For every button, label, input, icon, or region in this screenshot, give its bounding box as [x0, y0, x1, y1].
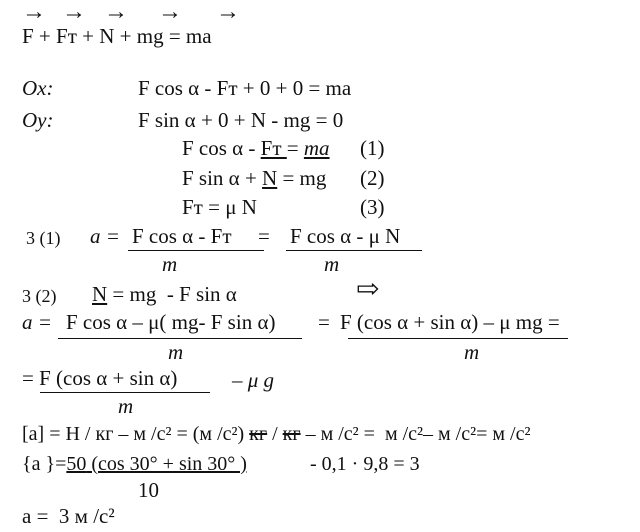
a-expr-equals: =	[318, 310, 330, 334]
system-equation-3: Fт = μ N	[182, 195, 257, 219]
numeric-denominator: 10	[138, 478, 159, 502]
system-number-2: (2)	[360, 166, 385, 190]
oy-label: Oy:	[22, 108, 54, 132]
units-check-line: [a] = Н / кг – м /с² = (м /с²) кг / кг – м /с² = м /с²– м /с²= м /с²	[22, 423, 531, 445]
a-expr-denominator-2: m	[464, 340, 480, 364]
final-expr-denominator: m	[118, 394, 134, 418]
from-1-numerator-1: F cos α - Fт	[132, 224, 232, 248]
oy-equation: F sin α + 0 + N - mg = 0	[138, 108, 344, 132]
from-1-fraction-bar-1	[128, 250, 264, 251]
final-expr-numerator: = F (cos α + sin α)	[22, 366, 178, 390]
vector-arrow-mg: →	[158, 0, 182, 25]
vector-arrow-N: →	[104, 0, 128, 25]
a-expr-fraction-bar-2	[348, 338, 568, 339]
numeric-calculation: {a }=50 (cos 30° + sin 30° )	[22, 453, 247, 475]
implies-arrow-icon: ⇨	[356, 274, 380, 305]
a-expr-lhs: a =	[22, 310, 52, 334]
a-expr-numerator-1: F cos α – μ( mg- F sin α)	[66, 310, 276, 334]
ox-label: Ox:	[22, 76, 54, 100]
from-2-equation: N = mg - F sin α	[92, 282, 237, 306]
numeric-tail: - 0,1 · 9,8 = 3	[310, 453, 420, 475]
from-1-a-equals: a =	[90, 224, 120, 248]
system-number-1: (1)	[360, 136, 385, 160]
from-1-denominator-2: m	[324, 252, 340, 276]
vector-arrow-F: →	[22, 0, 46, 25]
system-number-3: (3)	[360, 195, 385, 219]
system-equation-2: F sin α + N = mg	[182, 166, 327, 190]
from-1-numerator-2: F cos α - μ N	[290, 224, 401, 248]
ox-equation: F cos α - Fт + 0 + 0 = ma	[138, 76, 352, 100]
final-expr-fraction-bar	[40, 392, 210, 393]
main-vector-equation: F + Fт + N + mg = ma	[22, 24, 212, 48]
from-2-label: 3 (2)	[22, 286, 57, 306]
from-1-fraction-bar-2	[286, 250, 422, 251]
vector-arrow-ma: →	[216, 0, 240, 25]
from-1-denominator-1: m	[162, 252, 178, 276]
final-expr-tail: – μ g	[232, 368, 275, 392]
from-1-equals: =	[258, 224, 270, 248]
a-expr-denominator-1: m	[168, 340, 184, 364]
a-expr-numerator-2: F (cos α + sin α) – μ mg =	[340, 310, 560, 334]
a-expr-fraction-bar-1	[58, 338, 302, 339]
vector-arrow-Ft: →	[62, 0, 86, 25]
final-answer: a = 3 м /с²	[22, 504, 115, 528]
system-equation-1: F cos α - Fт = ma	[182, 136, 330, 160]
from-1-label: 3 (1)	[26, 228, 61, 248]
